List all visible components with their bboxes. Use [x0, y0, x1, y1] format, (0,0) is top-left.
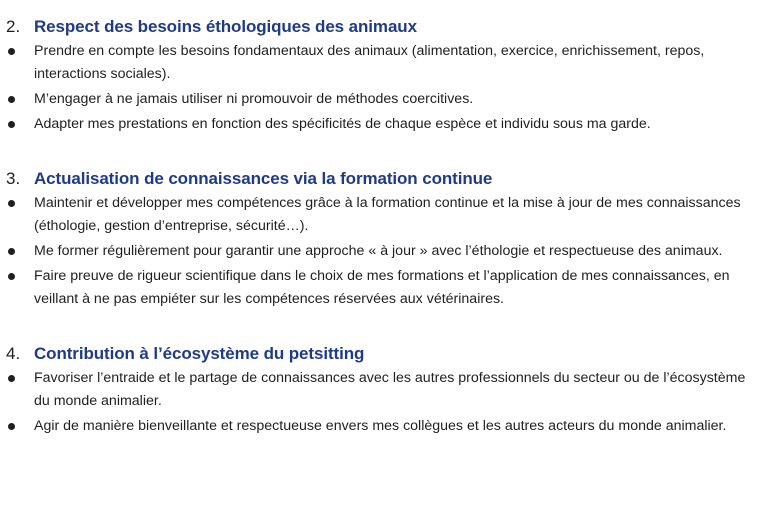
- bullet-dot-icon: [8, 273, 15, 280]
- section-number: 3.: [6, 169, 21, 188]
- list-item: [6, 240, 767, 263]
- list-item-text: Agir de manière bienveillante et respectueuse envers mes collègues et les autres acteurs du monde animalier.: [34, 418, 727, 434]
- list-item-text: Maintenir et développer mes compétences grâce à la formation continue et la mise à jour de mes connaissances (éthologie, gestion d’entreprise, sécurité…).: [34, 195, 741, 234]
- bullet-dot-icon: [8, 248, 15, 255]
- bullet-dot-icon: [8, 375, 15, 382]
- bullet-dot-icon: [8, 48, 15, 55]
- section-petsitting-ecosystem: [6, 341, 767, 438]
- list-item: [6, 415, 767, 438]
- list-item: [6, 265, 767, 311]
- section-heading: [6, 14, 767, 40]
- bullet-list: [6, 367, 767, 438]
- list-item-text: Favoriser l’entraide et le partage de connaissances avec les autres professionnels du secteur ou de l’écosystème du monde animalier.: [34, 370, 746, 409]
- section-ethology-needs: [6, 14, 767, 136]
- section-number: 2.: [6, 17, 21, 36]
- section-title: Respect des besoins éthologiques des animaux: [34, 17, 417, 36]
- list-item: [6, 367, 767, 413]
- bullet-dot-icon: [8, 200, 15, 207]
- section-title: Contribution à l’écosystème du petsitting: [34, 344, 365, 363]
- bullet-dot-icon: [8, 96, 15, 103]
- list-item: [6, 113, 767, 136]
- bullet-dot-icon: [8, 423, 15, 430]
- list-item-text: Prendre en compte les besoins fondamentaux des animaux (alimentation, exercice, enrichissement, repos, interactions sociales).: [34, 43, 705, 82]
- section-number: 4.: [6, 344, 21, 363]
- list-item: [6, 192, 767, 238]
- list-item-text: Adapter mes prestations en fonction des spécificités de chaque espèce et individu sous ma garde.: [34, 116, 651, 132]
- list-item: [6, 88, 767, 111]
- list-item-text: Me former régulièrement pour garantir une approche « à jour » avec l’éthologie et respectueuse des animaux.: [34, 243, 723, 259]
- section-title: Actualisation de connaissances via la formation continue: [34, 169, 493, 188]
- section-continuing-education: [6, 166, 767, 311]
- bullet-list: [6, 40, 767, 136]
- bullet-list: [6, 192, 767, 311]
- list-item-text: Faire preuve de rigueur scientifique dans le choix de mes formations et l’application de mes connaissances, en veillant à ne pas empiéter sur les compétences réservées aux vétérinaires.: [34, 268, 730, 307]
- list-item-text: M’engager à ne jamais utiliser ni promouvoir de méthodes coercitives.: [34, 91, 474, 107]
- bullet-dot-icon: [8, 121, 15, 128]
- section-heading: [6, 341, 767, 367]
- list-item: [6, 40, 767, 86]
- section-heading: [6, 166, 767, 192]
